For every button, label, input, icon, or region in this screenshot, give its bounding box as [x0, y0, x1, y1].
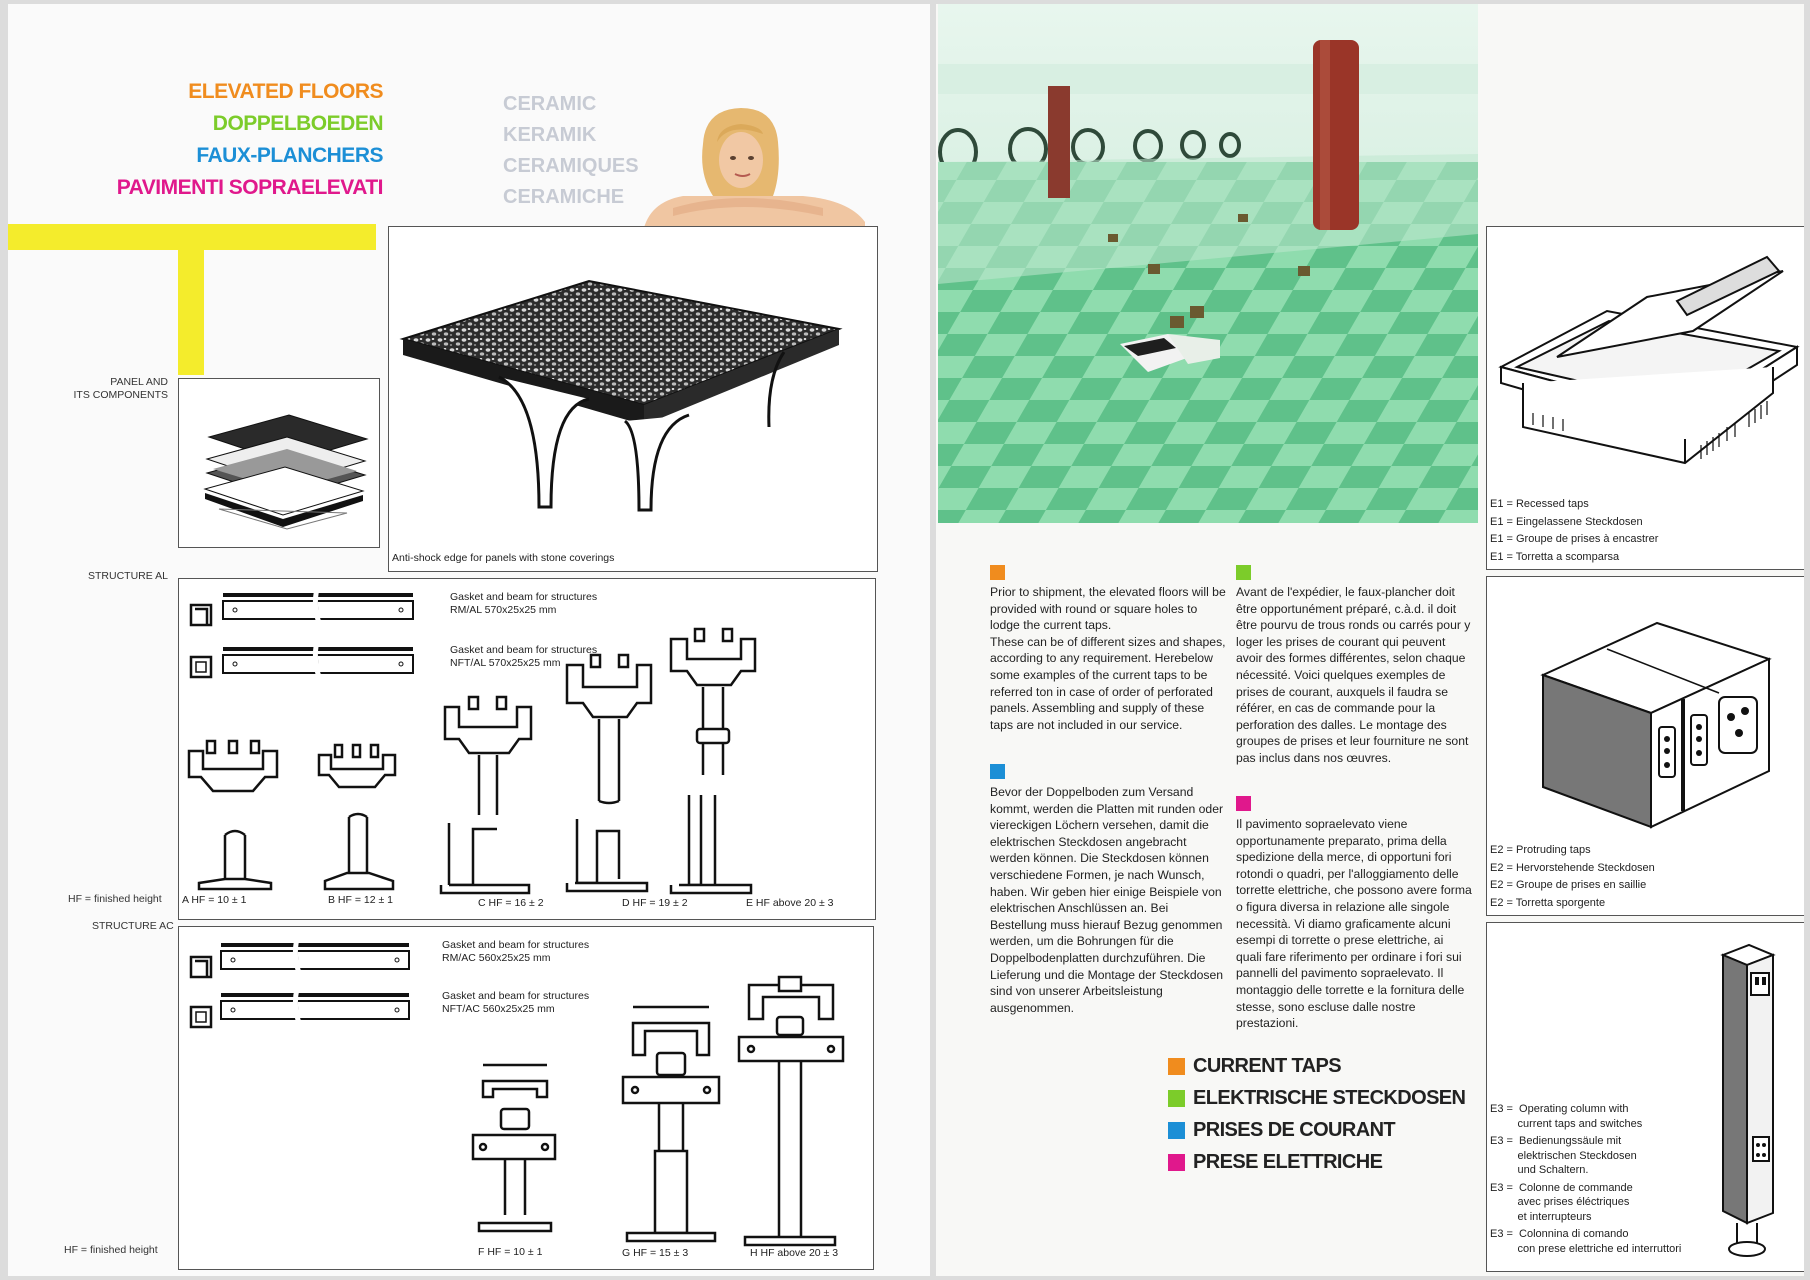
legend-swatch-orange [1168, 1058, 1185, 1075]
legend-current-taps [1168, 1054, 1341, 1078]
legend-prises [1168, 1118, 1395, 1142]
legend-steckdosen [1168, 1086, 1465, 1110]
ac-caption-f: F HF = 10 ± 1 [478, 1246, 543, 1258]
blue-square [990, 764, 1005, 779]
ac-beam2-label: Gasket and beam for structures NFT/AC 560x25x25 mm [442, 990, 590, 1015]
e3-item-it: E3 = Colonnina di comando con prese elettriche ed interruttori [1490, 1228, 1682, 1255]
panel-label: PANEL AND ITS COMPONENTS [73, 376, 168, 401]
ac-hf-note: HF = finished height [64, 1244, 158, 1256]
anti-shock-caption: Anti-shock edge for panels with stone coverings [392, 552, 615, 564]
al-hf-note: HF = finished height [68, 893, 162, 905]
ghost-text: CERAMIC KERAMIK CERAMIQUES CERAMICHE [503, 93, 639, 208]
al-beam1-label: Gasket and beam for structures RM/AL 570x25x25 mm [450, 591, 598, 616]
floor-photo [938, 4, 1478, 523]
al-caption-c: C HF = 16 ± 2 [478, 897, 544, 909]
ac-beam1-label: Gasket and beam for structures RM/AC 560x25x25 mm [442, 939, 590, 964]
legend-text-fr: PRISES DE COURANT [1193, 1118, 1396, 1141]
structure-ac-box [178, 926, 874, 1270]
al-caption-b: B HF = 12 ± 1 [328, 894, 393, 906]
legend-swatch-blue [1168, 1122, 1185, 1139]
para-de: Bevor der Doppelboden zum Versand kommt, werden die Platten mit runden oder viereckigen Löchern versehen, damit die elektrischen Steckdosen angebracht werden können. Die Steckdosen können verschiedene Formen, je nach Wunsch, haben. Wir geben hier einige Beispiele von elektrischen Anschlüssen an. Bei Bestellung muss hierauf Bezug genommen werden, um die Bohrungen für die Doppelbodenplatten durchzuführen. Die Lieferung und die Montage der Steckdosen sind von unserer Arbeitsleistung ausgenommen. [990, 785, 1224, 1015]
legend-text-de: ELEKTRISCHE STECKDOSEN [1193, 1086, 1466, 1109]
e2-item-fr: E2 = Groupe de prises en saillie [1490, 879, 1647, 891]
ac-caption-h: H HF above 20 ± 3 [750, 1247, 839, 1259]
legend-text-it: PRESE ELETTRICHE [1193, 1150, 1383, 1173]
e1-item-en: E1 = Recessed taps [1490, 498, 1589, 510]
magenta-square [1236, 796, 1251, 811]
al-beam2-label: Gasket and beam for structures NFT/AL 570x25x25 mm [450, 644, 598, 669]
ac-caption-g: G HF = 15 ± 3 [622, 1247, 689, 1259]
yellow-stem [178, 250, 204, 375]
e1-item-de: E1 = Eingelassene Steckdosen [1490, 515, 1643, 528]
legend-swatch-green [1168, 1090, 1185, 1107]
structure-al-label: STRUCTURE AL [88, 570, 168, 582]
woman-photo [633, 104, 881, 232]
e2-item-en: E2 = Protruding taps [1490, 844, 1591, 856]
title-en: ELEVATED FLOORS [188, 80, 383, 103]
legend-prese [1168, 1150, 1382, 1174]
panel-components-box [178, 378, 380, 548]
e1-item-it: E1 = Torretta a scomparsa [1490, 550, 1620, 563]
title-de: DOPPELBOEDEN [212, 112, 383, 135]
legend-text-en: CURRENT TAPS [1193, 1054, 1341, 1077]
structure-al-box [178, 578, 876, 920]
e3-list [1490, 1102, 1681, 1256]
green-square [1236, 565, 1251, 580]
e1-list [1490, 496, 1658, 566]
title-fr: FAUX-PLANCHERS [196, 144, 383, 167]
e2-item-it: E2 = Torretta sporgente [1490, 896, 1606, 909]
e2-list [1490, 842, 1655, 912]
e1-item-fr: E1 = Groupe de prises à encastrer [1490, 533, 1659, 545]
yellow-bar [8, 224, 376, 250]
e2-item-de: E2 = Hervorstehende Steckdosen [1490, 861, 1655, 874]
title-it: PAVIMENTI SOPRAELEVATI [116, 176, 383, 199]
legend-swatch-magenta [1168, 1154, 1185, 1171]
para-it: Il pavimento sopraelevato viene opportunamente preparato, prima della spedizione della merce, di opportuni fori rotondi o quadri, per l'alloggiamento delle torrette elettriche, che possono avere forma o figura diversa in relazione alle singole necessità. Vi diamo graficamente alcuni esempi di torrette o prese elettriche, ai quali fare riferimento per ordinare i fori sui pannelli del pavimento sopraelevato. Il montaggio delle torrette e la fornitura delle stesse, sono escluse dalle nostre prestazioni. [1236, 817, 1472, 1031]
structure-ac-label: STRUCTURE AC [92, 920, 174, 932]
e3-item-fr: E3 = Colonne de commande avec prises éléctriques et interrupteurs [1490, 1181, 1633, 1223]
para-en: Prior to shipment, the elevated floors will be provided with round or square holes to lodge the current taps. These can be of different sizes and shapes, according to any requirement. Herebelow some examples of the current taps to be referred ton in case of order of perforated panels. Assembling and supply of these taps are not included in our service. [990, 585, 1226, 732]
right-page [936, 4, 1804, 1276]
orange-square [990, 565, 1005, 580]
left-page [8, 4, 930, 1276]
e3-item-de: E3 = Bedienungssäule mit elektrischen Steckdosen und Schaltern. [1490, 1135, 1637, 1176]
panel-illustration-box [388, 226, 878, 572]
al-caption-d: D HF = 19 ± 2 [622, 897, 688, 909]
al-caption-a: A HF = 10 ± 1 [182, 894, 247, 906]
e3-item-en: E3 = Operating column with current taps and switches [1490, 1103, 1643, 1130]
al-caption-e: E HF above 20 ± 3 [746, 897, 834, 909]
para-fr: Avant de l'expédier, le faux-plancher doit être opportunément préparé, c.à.d. il doit être pourvu de trous ronds ou carrés pour y loger les prises de courant qui peuvent avoir des formes différentes, selon chaque nécessité. Voici quelques exemples de prises de courant, auxquels il faudra se référer, en cas de commande pour la perforation des dalles. Le montage des groupes de prises et leur fourniture ne sont pas inclus dans nos œuvres. [1236, 585, 1471, 765]
